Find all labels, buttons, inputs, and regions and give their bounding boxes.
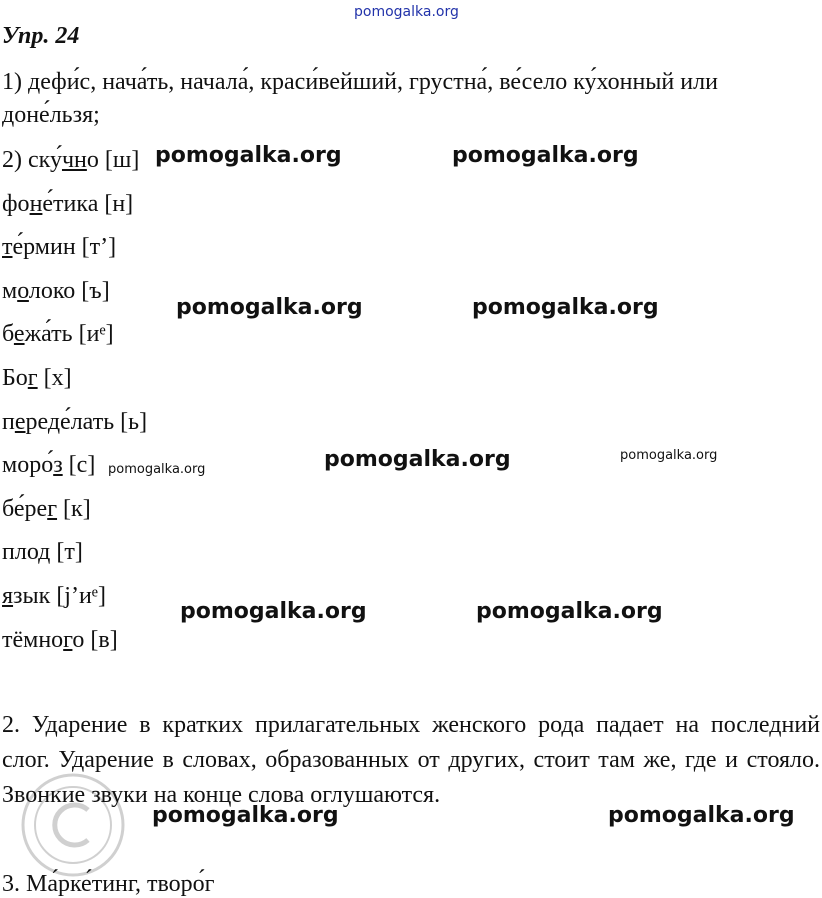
watermark: pomogalka.org xyxy=(452,143,639,168)
exercise-title: Упр. 24 xyxy=(2,23,80,49)
item-prefix: п xyxy=(2,409,15,435)
watermark: pomogalka.org xyxy=(476,599,663,624)
item-prefix: м xyxy=(2,278,18,304)
watermark: pomogalka.org xyxy=(108,462,206,477)
item-underlined: г xyxy=(47,496,58,522)
item-suffix: локо [ъ] xyxy=(28,278,110,304)
part3-line: 3. Ма́рке́тинг, творо́г xyxy=(2,871,215,897)
watermark: pomogalka.org xyxy=(180,599,367,624)
item-suffix: о [в] xyxy=(72,627,118,653)
item-suffix: о [ш] xyxy=(86,147,140,173)
phonetic-item xyxy=(2,146,139,174)
item-underlined: я xyxy=(2,583,14,609)
phonetic-item xyxy=(2,233,116,261)
item-suffix: жа́ть [иᵉ] xyxy=(24,321,114,347)
item-suffix: реде́лать [ь] xyxy=(25,409,148,435)
item-suffix: е́рмин [т’] xyxy=(12,234,117,260)
item-prefix: фо xyxy=(2,191,30,217)
copyright-seal-icon xyxy=(18,770,128,880)
item-suffix: [с] xyxy=(62,452,96,478)
item-underlined: г xyxy=(63,627,73,653)
item-suffix: [т] xyxy=(50,539,83,565)
item-suffix: е́тика [н] xyxy=(42,191,134,217)
item-underlined: е xyxy=(13,321,25,347)
phonetic-item xyxy=(2,495,91,523)
part1-line1: 1) дефи́с, нача́ть, начала́, краси́вейший, грустна́, ве́село ку́хонный или xyxy=(2,69,718,95)
item-prefix: пло xyxy=(2,539,39,565)
item-prefix: тёмно xyxy=(2,627,64,653)
item-underlined: н xyxy=(29,191,43,217)
phonetic-item xyxy=(2,277,110,305)
watermark: pomogalka.org xyxy=(620,448,718,463)
item-underlined: т xyxy=(2,234,13,260)
phonetic-item xyxy=(2,538,83,566)
watermark: pomogalka.org xyxy=(324,447,511,472)
item-suffix: [к] xyxy=(57,496,91,522)
item-prefix: б xyxy=(2,321,14,347)
phonetic-item xyxy=(2,451,95,479)
item-prefix: Бо xyxy=(2,365,28,391)
item-underlined: о xyxy=(17,278,29,304)
phonetic-item xyxy=(2,190,133,218)
item-underlined: е xyxy=(14,409,26,435)
watermark: pomogalka.org xyxy=(176,295,363,320)
phonetic-item xyxy=(2,582,106,610)
part1-line2: доне́льзя; xyxy=(2,102,100,128)
phonetic-item xyxy=(2,626,118,654)
item-prefix: 2) ску́ xyxy=(2,147,62,173)
phonetic-item xyxy=(2,320,114,348)
watermark: pomogalka.org xyxy=(608,803,795,828)
item-prefix: моро́ xyxy=(2,452,54,478)
item-underlined: д xyxy=(38,539,51,565)
watermark: pomogalka.org xyxy=(152,803,339,828)
item-suffix: зык [j’иᵉ] xyxy=(13,583,106,609)
watermark: pomogalka.org xyxy=(472,295,659,320)
watermark: pomogalka.org xyxy=(155,143,342,168)
item-prefix: бе́ре xyxy=(2,496,48,522)
site-label: pomogalka.org xyxy=(354,4,459,20)
phonetic-item xyxy=(2,408,147,436)
rule-paragraph: 2. Ударение в кратких прилагательных женского рода падает на последний слог. Ударение в словах, образованных от других, стоит там же, где и стояло. Звонкие звуки на конце слова оглушаются. xyxy=(2,712,820,808)
item-underlined: з xyxy=(53,452,63,478)
item-underlined: г xyxy=(27,365,38,391)
item-underlined: чн xyxy=(61,147,87,173)
phonetic-item xyxy=(2,364,72,392)
item-suffix: [х] xyxy=(37,365,72,391)
